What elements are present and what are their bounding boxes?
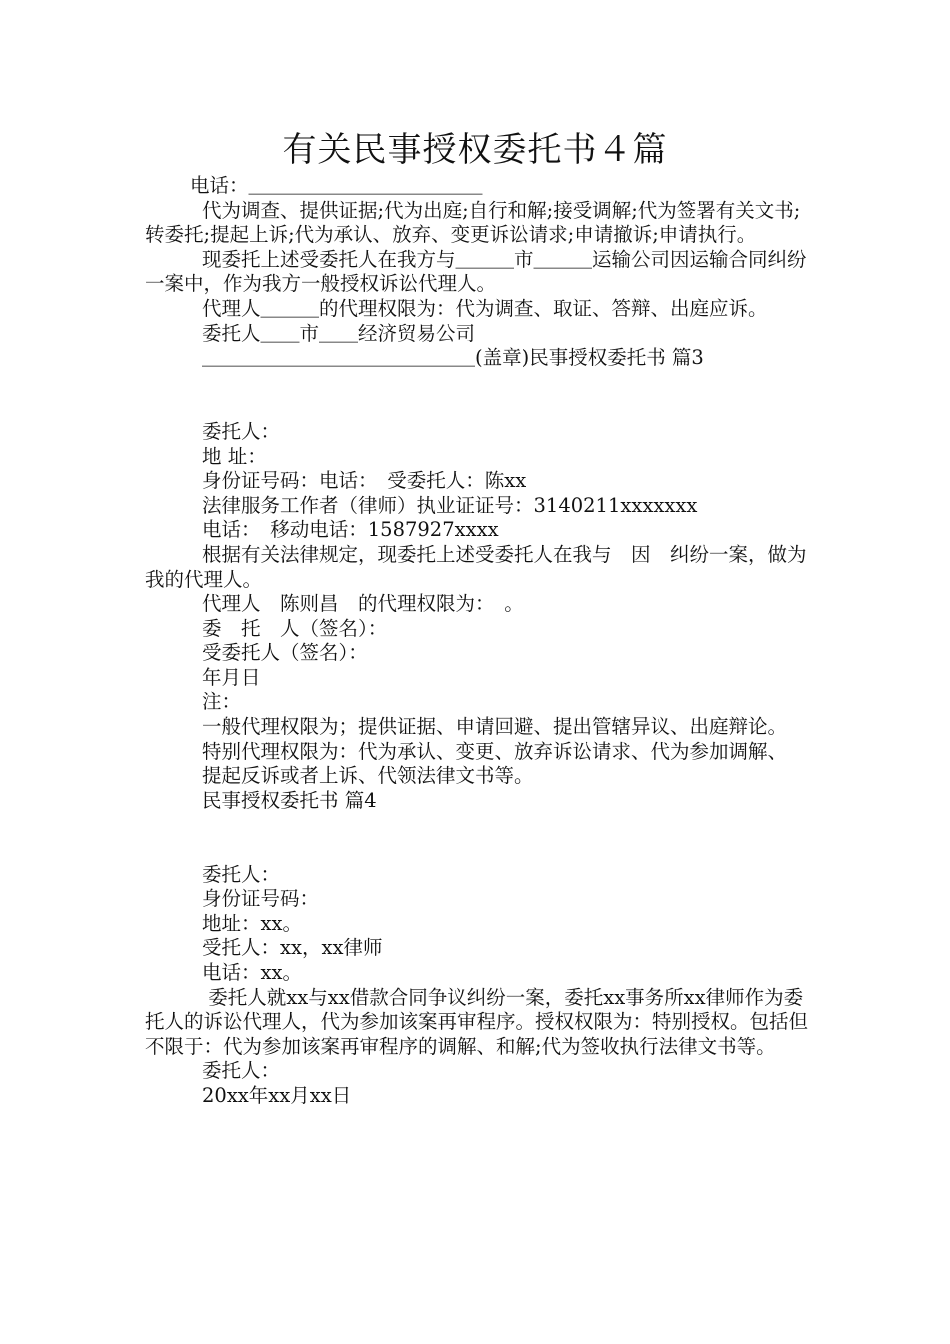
special-authority-note: 特别代理权限为：代为承认、变更、放弃诉讼请求、代为参加调解、 [202,739,788,763]
general-authority-note: 一般代理权限为；提供证据、申请回避、提出管辖异议、出庭辩论。 [202,715,788,739]
phone-line: 电话：＿＿＿＿＿＿＿＿＿＿＿＿ [190,174,483,197]
principal-signature-line: 委 托 人（签名）： [202,616,388,640]
address-label: 地 址： [202,444,267,468]
spacer [145,371,810,420]
document-title: 有关民事授权委托书４篇 [282,130,668,170]
principal-label-3: 委托人： [202,1059,281,1083]
agent-line: 受托人：xx，xx律师 [202,936,383,960]
final-date-line: 20xx年xx月xx日 [202,1083,352,1107]
mobile-phone-line: 电话： 移动电话：1587927xxxx [202,518,499,542]
section-4-heading: 民事授权委托书 篇4 [202,788,377,812]
special-authority-note-cont: 提起反诉或者上诉、代领法律文书等。 [202,764,534,788]
legal-basis-statement: 根据有关法律规定，现委托上述受委托人在我与 因 纠纷一案，做为我的代理人。 [145,542,807,591]
principal-company: 委托人＿＿市＿＿经济贸易公司 [202,321,476,345]
note-label: 注： [202,690,242,714]
entrust-statement: 现委托上述受委托人在我方与＿＿＿市＿＿＿运输公司因运输合同纠纷一案中，作为我方一般授权诉讼代理人。 [145,247,807,296]
agent-authority: 代理人＿＿＿的代理权限为：代为调查、取证、答辩、出庭应诉。 [202,296,768,320]
phone-line-2: 电话：xx。 [202,961,302,984]
id-number-label: 身份证号码： [202,887,320,911]
document-body [145,174,810,1109]
id-phone-agent-line: 身份证号码：电话： 受委托人：陈xx [202,469,527,493]
spacer [145,813,810,862]
principal-label: 委托人： [202,419,281,443]
license-number-line: 法律服务工作者（律师）执业证证号：3140211xxxxxxx [202,493,698,517]
agent-signature-line: 受委托人（签名）： [202,641,368,665]
seal-line-section-3-heading: ＿＿＿＿＿＿＿＿＿＿＿＿＿＿(盖章)民事授权委托书 篇3 [202,346,704,370]
principal-label-2: 委托人： [202,862,281,886]
address-line: 地址：xx。 [202,911,302,935]
authority-list: 代为调查、提供证据;代为出庭;自行和解;接受调解;代为签署有关文书;转委托;提起上诉;代为承认、放弃、变更诉讼请求;申请撤诉;申请执行。 [145,198,801,247]
date-line: 年月日 [202,665,261,689]
agent-authority-line: 代理人 陈则昌 的代理权限为： 。 [202,592,524,616]
loan-dispute-statement: 委托人就xx与xx借款合同争议纠纷一案，委托xx事务所xx律师作为委托人的诉讼代理人，代为参加该案再审程序。授权权限为：特别授权。包括但不限于：代为参加该案再审程序的调解、和解;代为签收执行法律文书等。 [145,985,809,1058]
